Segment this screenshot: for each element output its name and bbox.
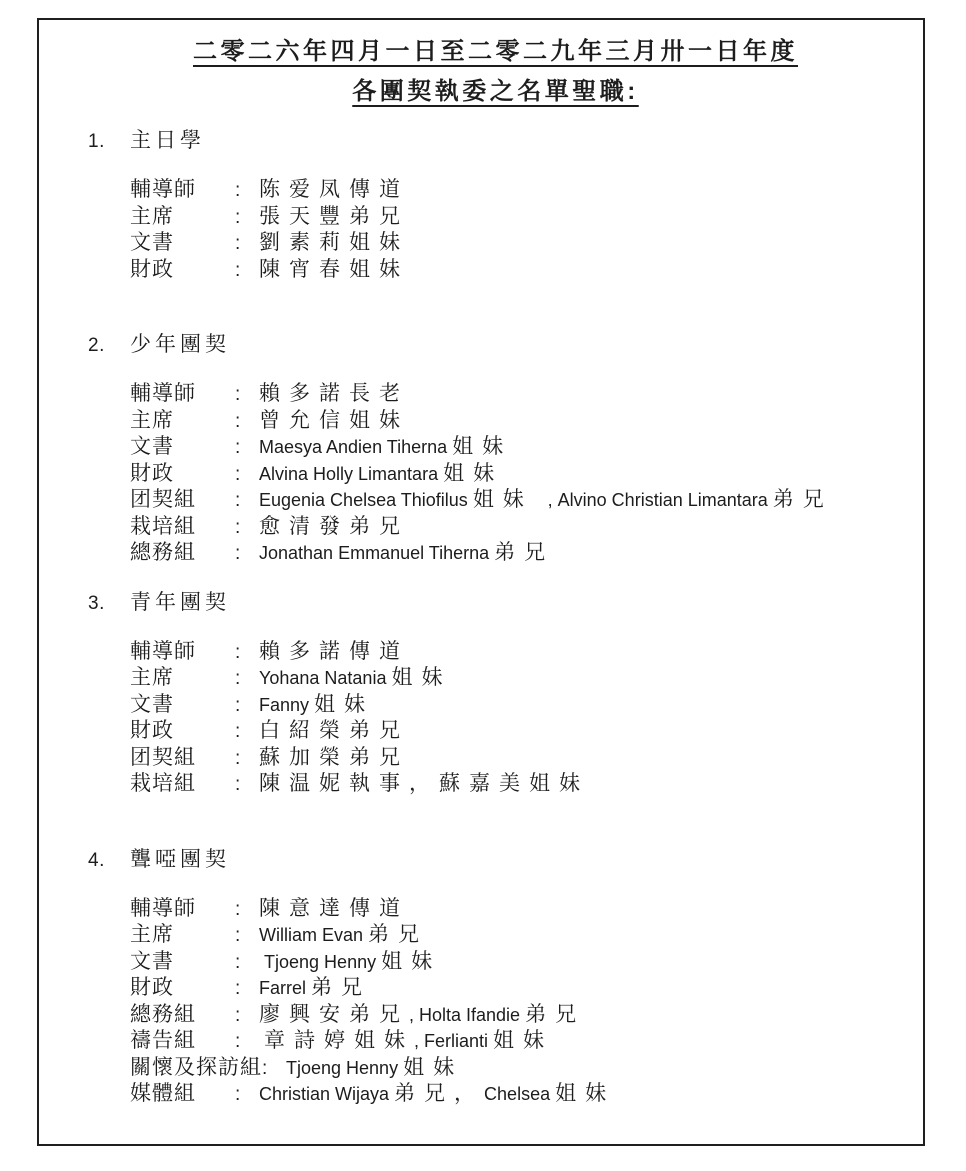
section-header (88, 847, 903, 874)
member-names (259, 434, 512, 461)
committee-list (130, 896, 903, 1108)
member-names (259, 718, 409, 744)
committee-row (130, 177, 903, 204)
role-label: 文書 (130, 949, 174, 973)
cjk-text-run: 蘇加榮弟兄 (259, 745, 409, 769)
member-names (259, 975, 371, 1002)
role-colon: : (235, 1031, 241, 1052)
role-colon: : (235, 463, 241, 485)
committee-row (130, 771, 903, 798)
latin-text-run: Chelsea (484, 1084, 556, 1104)
committee-row (130, 1081, 903, 1108)
section-number: 4. (88, 849, 105, 871)
role-label: 輔導師 (130, 896, 196, 920)
role-label: 主席 (130, 408, 174, 432)
role-colon: : (235, 978, 241, 999)
latin-text-run: Maesya Andien Tiherna (259, 437, 453, 457)
cjk-text-run: 廖興安弟兄 (259, 1002, 409, 1026)
role-colon: : (235, 233, 241, 254)
role-label: 栽培組 (130, 514, 196, 538)
cjk-text-run: 張天豐弟兄 (259, 204, 409, 228)
role-label: 团契組 (130, 745, 196, 769)
committee-row (130, 408, 903, 435)
section-header (88, 332, 903, 359)
role-label: 財政 (130, 461, 174, 485)
committee-list (130, 639, 903, 798)
member-names (259, 692, 374, 719)
member-names (259, 922, 428, 949)
committee-list (130, 177, 903, 283)
role-label: 文書 (130, 692, 174, 716)
role-colon: : (235, 410, 241, 432)
role-label: 主席 (130, 204, 174, 228)
committee-row (130, 257, 903, 284)
role-colon: : (235, 384, 241, 405)
page-border (37, 18, 925, 1146)
cjk-text-run: 賴多諾傳道 (259, 639, 409, 663)
cjk-text-run: 姐妹 (472, 488, 548, 511)
committee-row (130, 692, 903, 719)
cjk-text-run: 弟兄， (394, 1082, 485, 1105)
committee-row (130, 487, 903, 514)
committee-row (130, 540, 903, 567)
role-label: 輔導師 (130, 382, 196, 405)
member-names (259, 257, 409, 283)
member-names (259, 665, 451, 692)
section-title: 少年團契 (130, 333, 230, 356)
latin-text-run: Christian Wijaya (259, 1084, 395, 1104)
latin-text-run: William Evan (259, 925, 369, 945)
committee-row (130, 745, 903, 772)
member-names (259, 1028, 553, 1055)
member-names (259, 204, 409, 230)
cjk-text-run: 姐妹 (555, 1082, 616, 1105)
role-colon: : (235, 774, 241, 795)
cjk-text-run: 陈爱凤傳道 (259, 178, 409, 201)
role-colon: : (235, 898, 241, 920)
fellowship-section (88, 590, 903, 798)
role-label: 文書 (130, 435, 174, 458)
member-names (259, 461, 503, 488)
document-header (88, 20, 903, 112)
role-colon: : (235, 516, 241, 538)
role-label: 財政 (130, 257, 174, 281)
role-colon: : (235, 1084, 241, 1105)
role-colon: : (235, 259, 241, 281)
role-colon: : (235, 437, 241, 458)
cjk-text-run: 弟兄 (772, 488, 833, 511)
role-label: 關懷及探訪組 (130, 1055, 262, 1079)
role-colon: : (235, 925, 241, 946)
role-colon: : (235, 490, 241, 511)
role-label: 禱告組 (130, 1029, 196, 1052)
committee-row (130, 204, 903, 231)
cjk-text-run: 賴多諾長老 (259, 382, 409, 405)
member-names (259, 230, 409, 256)
cjk-text-run: 陳意達傳道 (259, 896, 409, 920)
document-title-line-1: 二零二六年四月一日至二零二九年三月卅一日年度 (193, 38, 798, 65)
committee-list (130, 381, 903, 567)
cjk-text-run: 章詩婷姐妹 (264, 1029, 415, 1052)
role-colon: : (235, 694, 241, 716)
role-colon: : (235, 180, 241, 201)
latin-text-run: Jonathan Emmanuel Tiherna (259, 543, 495, 563)
cjk-text-run: 姐妹 (493, 1029, 554, 1052)
latin-text-run: Fanny (259, 694, 315, 715)
section-title: 主日學 (130, 129, 205, 152)
role-label: 財政 (130, 719, 174, 742)
latin-text-run: Tjoeng Henny (286, 1057, 404, 1078)
role-colon: : (235, 951, 241, 973)
cjk-text-run: 姐妹 (381, 949, 442, 973)
role-colon: : (235, 721, 241, 742)
committee-row (130, 434, 903, 461)
latin-text-run: , Ferlianti (414, 1031, 494, 1051)
committee-row (130, 230, 903, 257)
latin-text-run: , Alvino Christian Limantara (547, 490, 773, 510)
cjk-text-run: 弟兄 (525, 1002, 586, 1026)
committee-row (130, 922, 903, 949)
role-label: 輔導師 (130, 639, 196, 663)
role-colon: : (235, 206, 241, 228)
member-names (259, 514, 409, 540)
role-colon: : (235, 641, 241, 663)
cjk-text-run: 曾允信姐妹 (259, 408, 409, 432)
cjk-text-run: 姐妹 (452, 435, 513, 458)
section-header (88, 590, 903, 617)
latin-text-run: Farrel (259, 978, 312, 998)
section-title: 青年團契 (130, 590, 230, 614)
role-label: 財政 (130, 976, 174, 999)
cjk-text-run: 姐妹 (403, 1055, 464, 1079)
role-label: 總務組 (130, 541, 196, 564)
fellowship-section (88, 128, 903, 283)
role-colon: : (262, 1057, 268, 1079)
committee-row (130, 514, 903, 541)
member-names (259, 639, 409, 665)
role-label: 輔導師 (130, 178, 196, 201)
role-colon: : (235, 1004, 241, 1026)
committee-row (130, 639, 903, 666)
committee-row (130, 975, 903, 1002)
sections (88, 128, 903, 1108)
committee-row (130, 718, 903, 745)
committee-row (130, 896, 903, 923)
role-label: 主席 (130, 666, 174, 689)
member-names (259, 745, 409, 771)
role-label: 栽培組 (130, 772, 196, 795)
cjk-text-run: 弟兄 (311, 976, 372, 999)
section-number: 1. (88, 131, 105, 152)
member-names (259, 771, 589, 797)
member-names (259, 177, 409, 203)
role-label: 主席 (130, 923, 174, 946)
section-header (88, 128, 903, 155)
cjk-text-run: 劉素莉姐妹 (259, 231, 409, 254)
role-colon: : (235, 747, 241, 769)
document-content (39, 20, 923, 1108)
committee-row (130, 1055, 903, 1082)
committee-row (130, 949, 903, 976)
committee-row (130, 461, 903, 488)
fellowship-section (88, 847, 903, 1108)
cjk-text-run: 弟兄 (368, 923, 429, 946)
latin-text-run: Tjoeng Henny (259, 951, 382, 972)
fellowship-section (88, 332, 903, 567)
section-title: 聾啞團契 (130, 847, 230, 871)
member-names (259, 487, 833, 514)
member-names (286, 1055, 463, 1082)
role-colon: : (235, 668, 241, 689)
role-label: 文書 (130, 231, 174, 254)
member-names (259, 540, 554, 567)
latin-text-run: Alvina Holly Limantara (259, 463, 444, 484)
latin-text-run: Eugenia Chelsea Thiofilus (259, 490, 473, 510)
latin-text-run: , Holta Ifandie (409, 1004, 526, 1025)
member-names (259, 1002, 585, 1029)
document-title-line-2: 各團契執委之名單聖職: (352, 78, 639, 105)
cjk-text-run: 陳温妮執事，蘇嘉美姐妹 (259, 772, 589, 795)
section-number: 3. (88, 592, 105, 614)
member-names (259, 896, 409, 922)
role-label: 媒體組 (130, 1082, 196, 1105)
member-names (259, 381, 409, 407)
cjk-text-run: 白紹榮弟兄 (259, 719, 409, 742)
member-names (259, 1081, 615, 1108)
role-label: 總務組 (130, 1002, 196, 1026)
role-label: 团契組 (130, 488, 196, 511)
cjk-text-run: 陳宵春姐妹 (259, 257, 409, 281)
committee-row (130, 1028, 903, 1055)
committee-row (130, 1002, 903, 1029)
committee-row (130, 665, 903, 692)
cjk-text-run: 姐妹 (391, 666, 452, 689)
latin-text-run: Yohana Natania (259, 668, 392, 688)
cjk-text-run: 姐妹 (314, 692, 375, 716)
cjk-text-run: 弟兄 (494, 541, 555, 564)
cjk-text-run: 愈清發弟兄 (259, 514, 409, 538)
section-number: 2. (88, 335, 105, 356)
member-names (259, 949, 441, 976)
committee-row (130, 381, 903, 408)
role-colon: : (235, 543, 241, 564)
member-names (259, 408, 409, 434)
cjk-text-run: 姐妹 (443, 461, 504, 485)
